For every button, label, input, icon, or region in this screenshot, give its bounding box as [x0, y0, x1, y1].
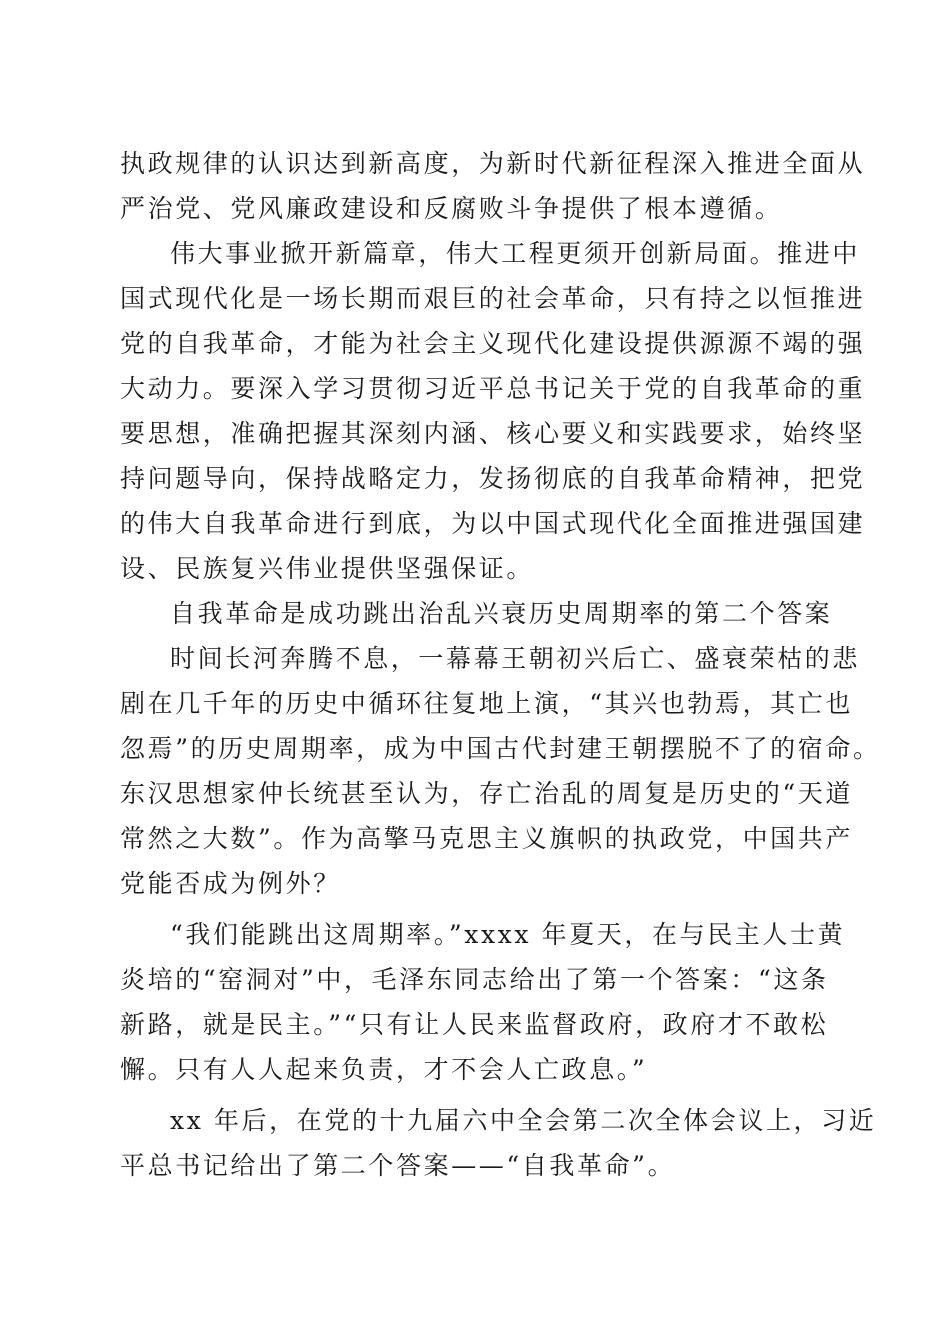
text-line: 炎培的“窑洞对”中，毛泽东同志给出了第一个答案：“这条: [120, 965, 829, 994]
text-line: 的伟大自我革命进行到底，为以中国式现代化全面推进强国建: [120, 509, 866, 538]
text-line: “我们能跳出这周期率。”xxxx 年夏天，在与民主人士黄: [170, 920, 846, 949]
text-line: 懈。只有人人起来负责，才不会人亡政息。”: [120, 1055, 648, 1084]
text-line: 党能否成为例外？: [120, 869, 341, 898]
paragraph-1: [120, 141, 866, 231]
text-line: 平总书记给出了第二个答案——“自我革命”。: [120, 1151, 676, 1180]
text-line: 常然之大数”。作为高擎马克思主义旗帜的执政党，中国共产: [120, 824, 853, 853]
text-line: xx 年后，在党的十九届六中全会第二次全体会议上，习近: [170, 1106, 877, 1135]
section-heading: [120, 591, 840, 636]
text-line: 党的自我革命，才能为社会主义现代化建设提供源源不竭的强: [120, 329, 866, 358]
paragraph-2: [120, 231, 866, 591]
paragraph-4: [120, 912, 846, 1092]
text-line: 剧在几千年的历史中循环往复地上演，“其兴也勃焉，其亡也: [120, 689, 853, 718]
text-line: 忽焉”的历史周期率，成为中国古代封建王朝摆脱不了的宿命。: [120, 734, 881, 763]
text-line: 要思想，准确把握其深刻内涵、核心要义和实践要求，始终坚: [120, 419, 866, 448]
text-line: 执政规律的认识达到新高度，为新时代新征程深入推进全面从: [120, 149, 866, 178]
text-line: 东汉思想家仲长统甚至认为，存亡治乱的周复是历史的“天道: [120, 779, 853, 808]
text-line: 国式现代化是一场长期而艰巨的社会革命，只有持之以恒推进: [120, 284, 866, 313]
text-line: 伟大事业掀开新篇章，伟大工程更须开创新局面。推进中: [170, 239, 861, 268]
text-line: 严治党、党风廉政建设和反腐败斗争提供了根本遵循。: [120, 194, 783, 223]
text-line: 时间长河奔腾不息，一幕幕王朝初兴后亡、盛衰荣枯的悲: [170, 644, 861, 673]
text-line: 设、民族复兴伟业提供坚强保证。: [120, 554, 535, 583]
document-body: [120, 141, 881, 1188]
paragraph-3: [120, 636, 881, 906]
section-heading-text: 自我革命是成功跳出治乱兴衰历史周期率的第二个答案: [170, 599, 833, 628]
paragraph-5: [120, 1098, 877, 1188]
text-line: 新路，就是民主。”“只有让人民来监督政府，政府才不敢松: [120, 1010, 829, 1039]
text-line: 持问题导向，保持战略定力，发扬彻底的自我革命精神，把党: [120, 464, 866, 493]
text-line: 大动力。要深入学习贯彻习近平总书记关于党的自我革命的重: [120, 374, 866, 403]
